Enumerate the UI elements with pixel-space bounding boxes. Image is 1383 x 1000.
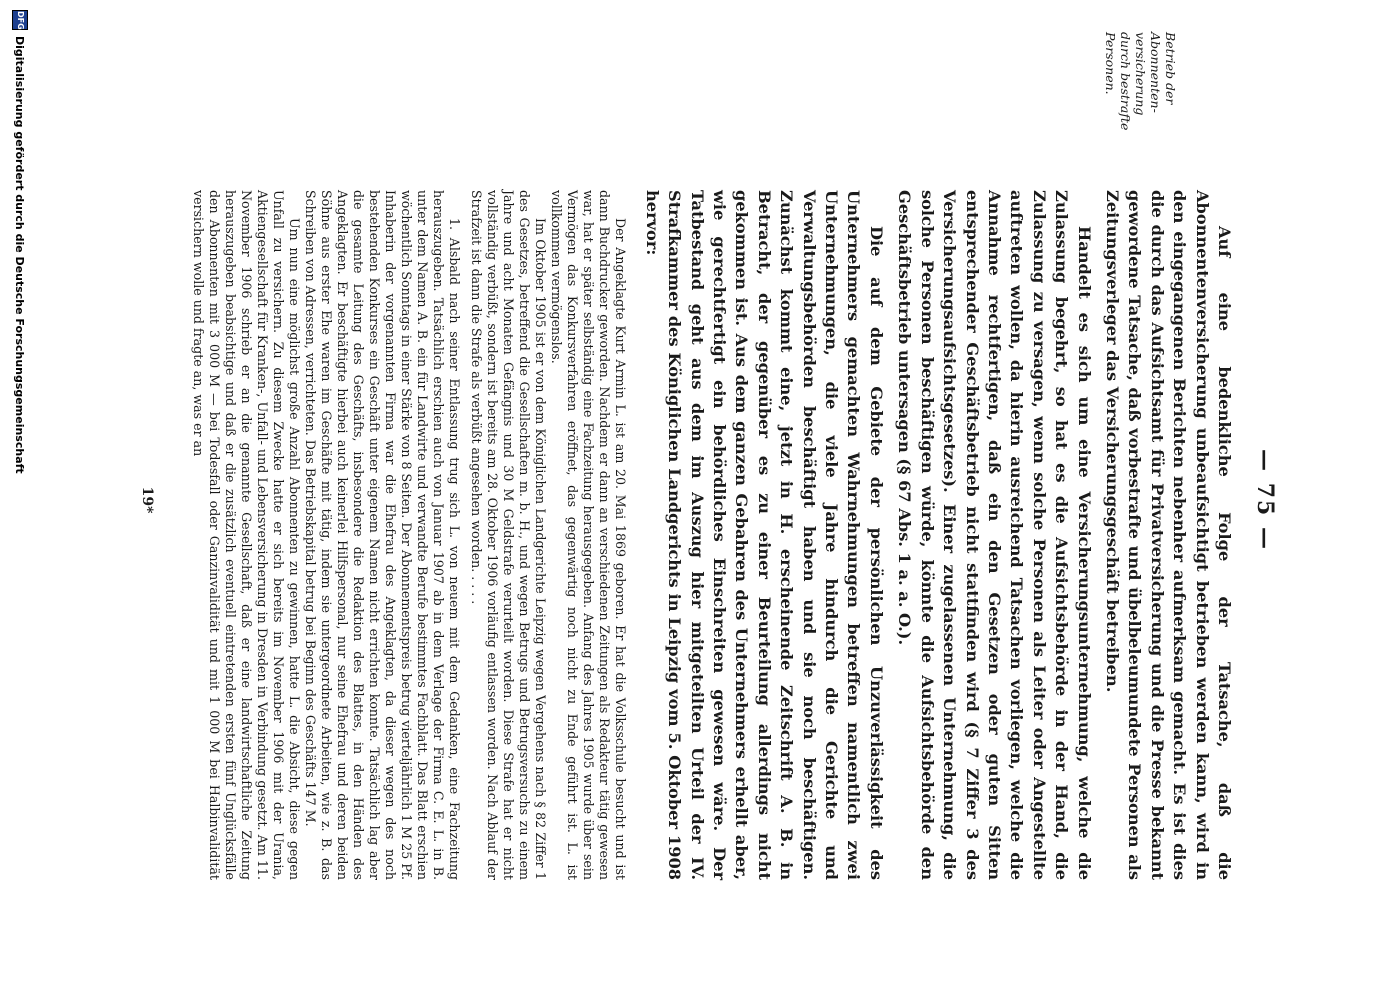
paragraph-3: Die auf dem Gebiete der persönlichen Unzuverlässigkeit des Unternehmers gemachten Wahrnehmungen betreffen namentlich zwei Unternehmungen, die viele Jahre hindurch die Gerichte und Verwaltungsbehörden beschäftigt haben und sie noch beschäftigen. Zunächst kommt eine, jetzt in H. erscheinende Zeitschrift A. B. in Betracht, der gegenüber es zu einer Beurteilung allerdings nicht gekommen ist. Aus dem ganzen Gebahren des Unternehmers erhellt aber, wie gerechtfertigt ein behördliches Einschreiten gewesen wäre. Der Tatbestand geht aus dem im Auszug hier mitgeteilten Urteil der IV. Strafkammer des Königlichen Landgerichts in Leipzig vom 5. Oktober 1908 hervor: — [642, 190, 886, 880]
quote-paragraph-1: Der Angeklagte Kurt Armin L. ist am 20. Mai 1869 geboren. Er hat die Volksschule besucht und ist dann Buchdrucker geworden. Nachdem er dann an verschiedenen Zeitungen als Redakteur tätig gewesen war, hat er später selbständig eine Fachzeitung herausgegeben. Anfang des Jahres 1905 wurde über sein Vermögen das Konkursverfahren eröffnet, das gegenwärtig noch nicht zu Ende geführt ist. L. ist vollkommen vermögenslos. — [549, 190, 629, 880]
signature-mark: 19* — [139, 486, 155, 514]
page-number: — 75 — — [1252, 449, 1278, 551]
main-text-column — [190, 190, 1235, 880]
paragraph-2: Handelt es sich um eine Versicherungsunternehmung, welche die Zulassung begehrt, so hat es die Aufsichtsbehörde in der Hand, die Zulassung zu versagen, wenn solche Personen als Leiter oder Angestellte auftreten wollen, da hierin ausreichend Tatsachen vorliegen, welche die Annahme rechtfertigen, daß ein den Gesetzen oder guten Sitten entsprechender Geschäftsbetrieb nicht stattfinden wird (§ 7 Ziffer 3 des Versicherungsaufsichtsgesetzes). Einer zugelassenen Unternehmung, die solche Personen beschäftigen würde, könnte die Aufsichtsbehörde den Geschäftsbetrieb untersagen (§ 67 Abs. 1 a. a. O.). — [895, 190, 1094, 880]
quote-paragraph-3: 1. Alsbald nach seiner Entlassung trug sich L. von neuem mit dem Gedanken, eine Fachzeitung herauszugeben. Tatsächlich erschien auch von Januar 1907 ab in dem Verlage der Firma C. E. L. in B. unter dem Namen A. B. ein für Landwirte und verwandte Berufe bestimmtes Fachblatt. Das Blatt erschien wöchentlich Sonntags in einer Stärke von 8 Seiten. Der Abonnementspreis betrug vierteljährlich 1 M 25 Pf. Inhaberin der vorgenannten Firma war die Ehefrau des Angeklagten, da dieser wegen des noch bestehenden Konkurses ein Geschäft unter eigenem Namen nicht errichten konnte. Tatsächlich lag aber die gesamte Leitung des Geschäfts, insbesondere die Redaktion des Blattes, in den Händen des Angeklagten. Er beschäftigte hierbei auch keinerlei Hilfspersonal, nur seine Ehefrau und deren beiden Söhne aus erster Ehe waren im Geschäfte mit tätig, indem sie untergeordnete Arbeiten, wie z. B. das Schreiben von Adressen, verrichteten. Das Betriebskapital betrug bei Beginn des Geschäfts 147 M. — [303, 190, 463, 880]
paragraph-1: Auf eine bedenkliche Folge der Tatsache, daß die Abonnentenversicherung unbeaufsichtigt betrieben werden kann, wird in den eingegangenen Berichten nebenher aufmerksam gemacht. Es ist dies die durch das Aufsichtsamt für Privatversicherung und die Presse bekannt gewordene Tatsache, daß vorbestrafte und übelbeleumundete Personen als Zeitungsverleger das Versicherungsgeschäft betreiben. — [1102, 190, 1234, 880]
footer-text: Digitalisierung gefördert durch die Deutsche Forschungsgemeinschaft — [13, 36, 27, 474]
digitization-footer — [12, 0, 28, 1000]
quote-paragraph-2: Im Oktober 1905 ist er von dem Königlichen Landgerichte Leipzig wegen Vergehens nach § 82 Ziffer 1 des Gesetzes, betreffend die Gesellschaften m. b. H., und wegen Betrugs und Betrugsversuchs zu einem Jahre und acht Monaten Gefängnis und 30 M Geldstrafe verurteilt worden. Diese Strafe hat er nicht vollständig verbüßt, sondern ist bereits am 28. Oktober 1906 vorläufig entlassen worden. Nach Ablauf der Strafzeit ist dann die Strafe als verbüßt angesehen worden. . . . . — [469, 190, 549, 880]
margin-note: Betrieb der Abonnentenversicherung durch bestrafte Personen. — [1103, 32, 1178, 131]
dfg-logo-icon: DFG — [12, 10, 28, 30]
quote-paragraph-4: Um nun eine möglichst große Anzahl Abonnenten zu gewinnen, hatte L. die Absicht, diese gegen Unfall zu versichern. Zu diesem Zwecke hatte er sich bereits im November 1906 mit der Urania, Aktiengesellschaft für Kranken-, Unfall- und Lebensversicherung in Dresden in Verbindung gesetzt. Am 11. November 1906 schrieb er an die genannte Gesellschaft, daß er eine landwirtschaftliche Zeitung herauszugeben beabsichtige und daß er die zusätzlich eventuell eintretenden ersten fünf Unglücksfälle den Abonnenten mit 3 000 M — bei Todesfall oder Ganzinvalidität und mit 1 000 M bei Halbinvalidität versichern wolle und fragte an, was er an — [191, 190, 303, 880]
